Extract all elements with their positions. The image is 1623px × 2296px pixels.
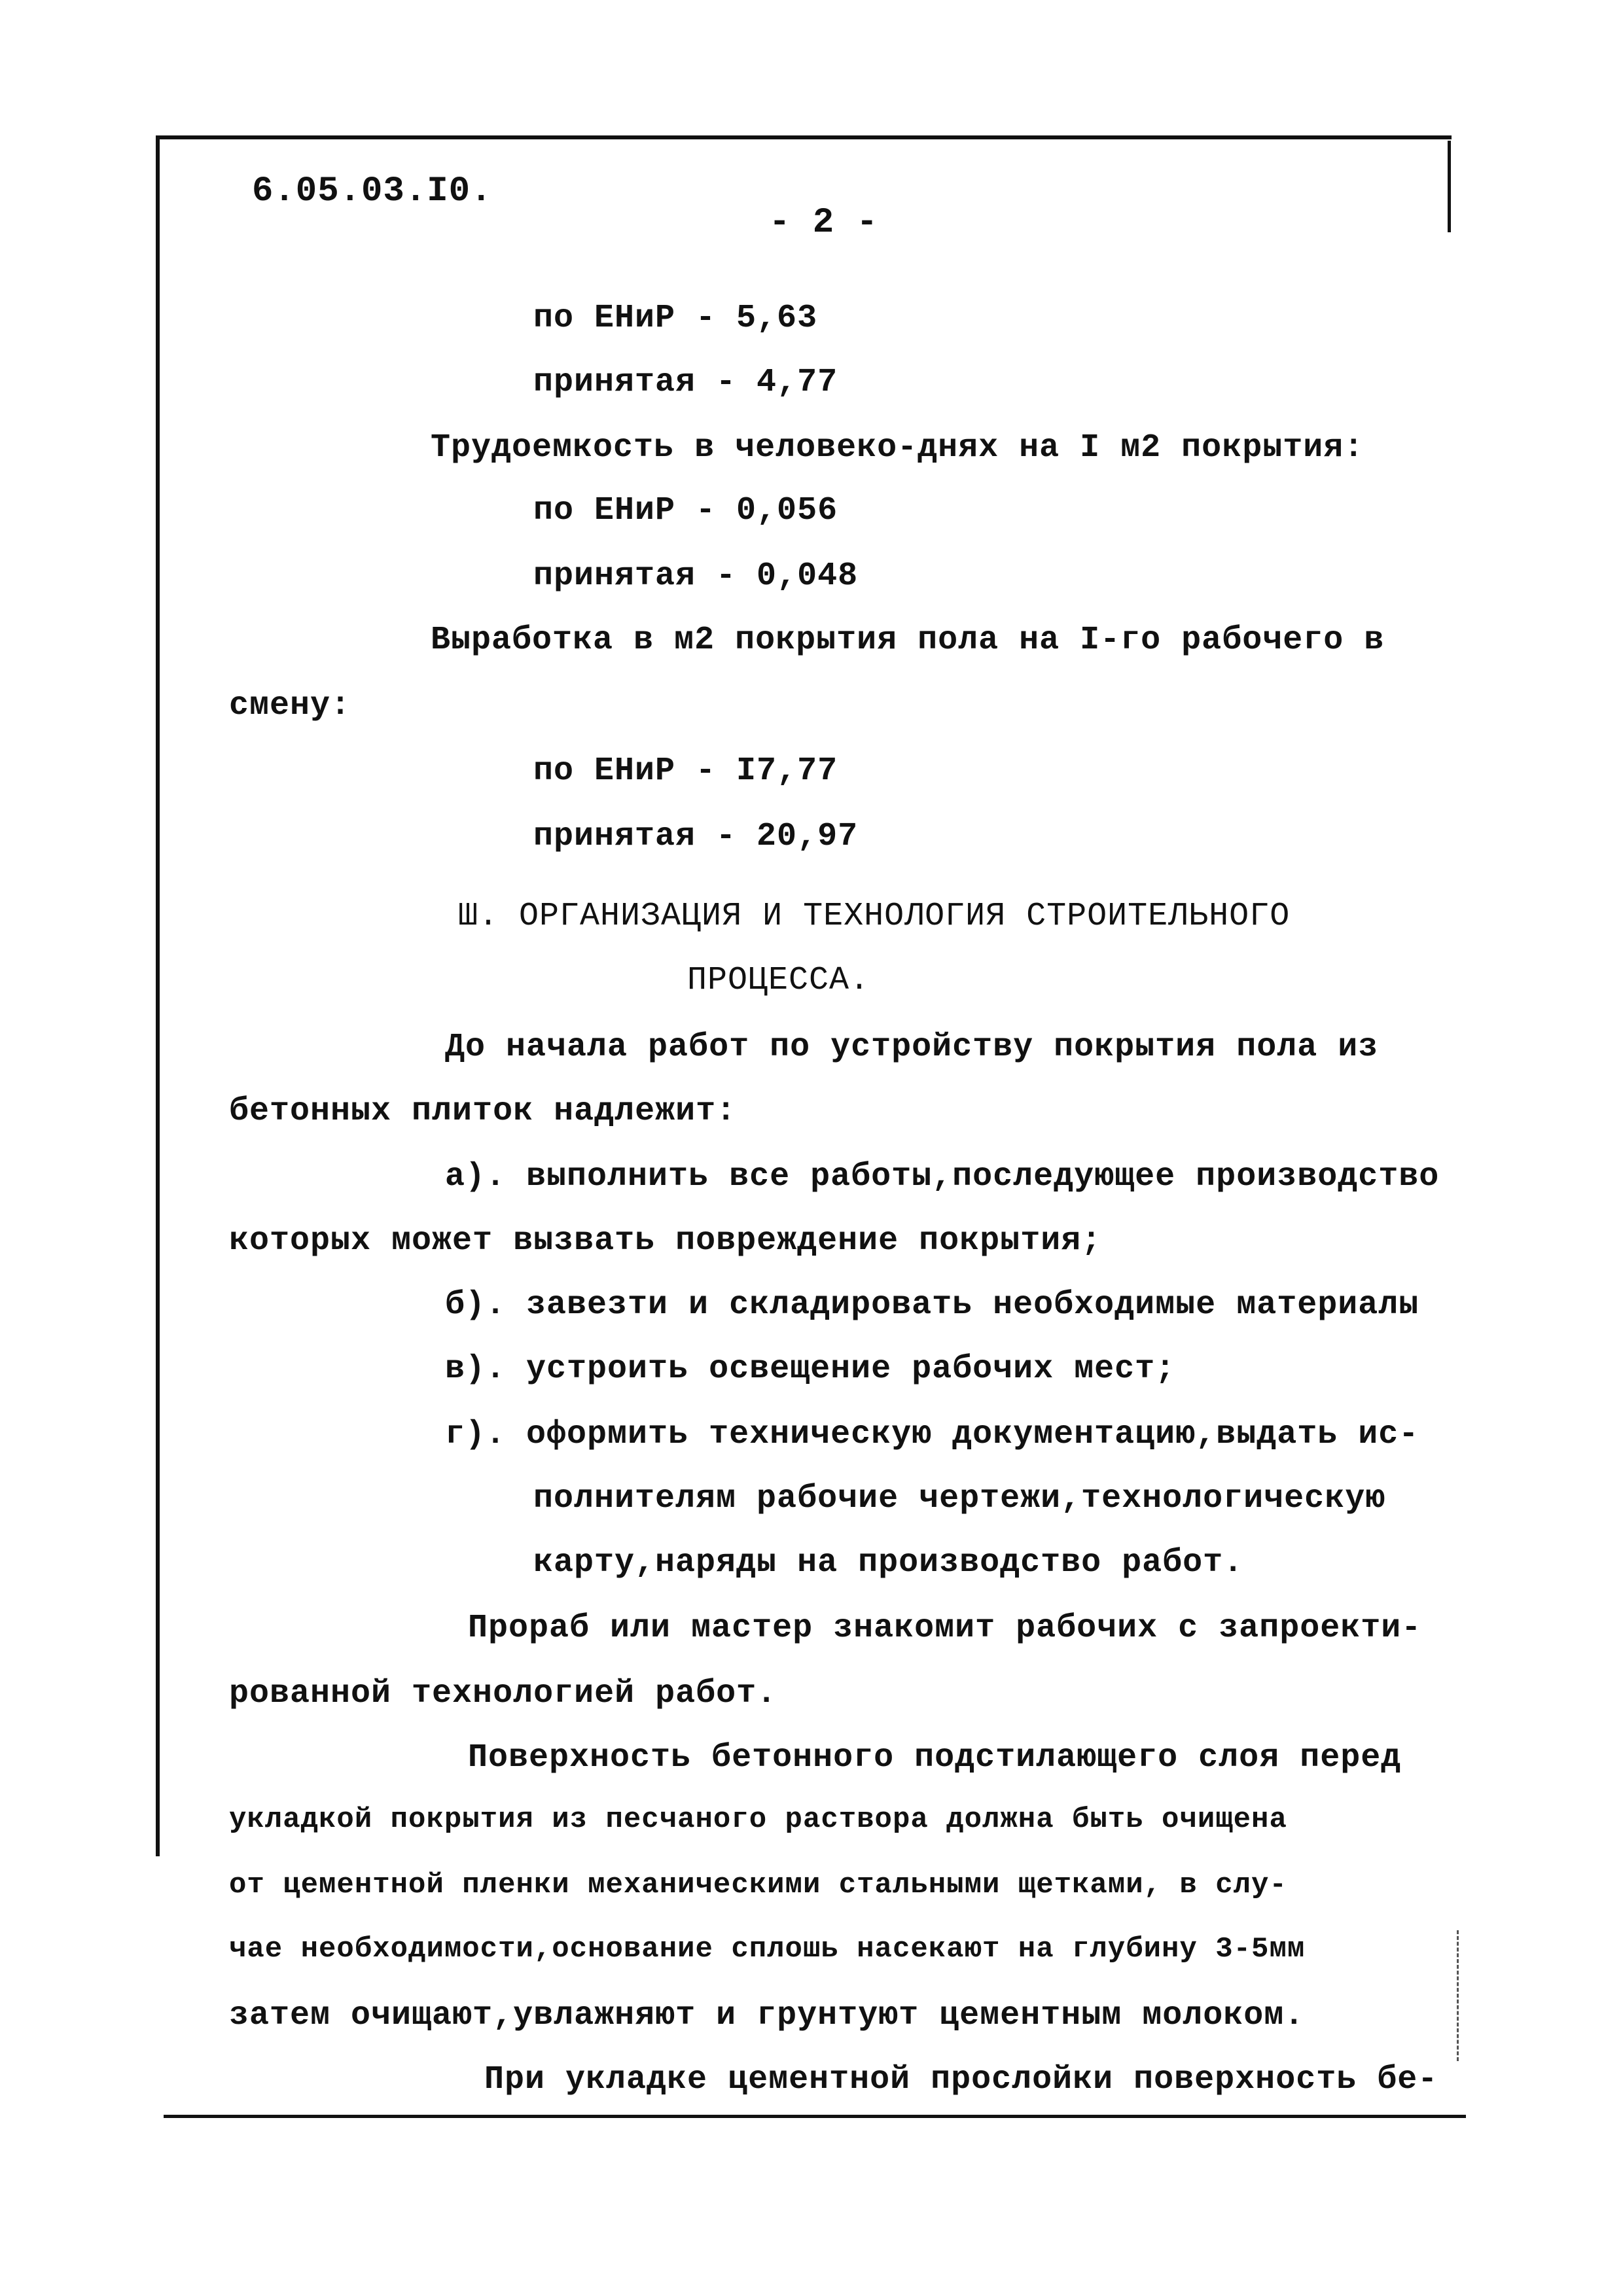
labor-enir: по ЕНиР - 0,056 — [533, 492, 838, 529]
productivity-enir: по ЕНиР - I7,77 — [533, 752, 838, 790]
productivity-heading: Выработка в м2 покрытия пола на I-го рабочего в — [431, 622, 1385, 659]
paragraph-line: До начала работ по устройству покрытия пола из — [445, 1029, 1379, 1066]
norm-accepted-output: принятая - 4,77 — [533, 364, 838, 401]
paragraph-line: рованной технологией работ. — [229, 1675, 777, 1712]
document-code: 6.05.03.I0. — [252, 171, 493, 211]
list-item-d: г). оформить техническую документацию,выдать ис- — [445, 1416, 1419, 1453]
section-heading: Ш. ОРГАНИЗАЦИЯ И ТЕХНОЛОГИЯ СТРОИТЕЛЬНОГО — [458, 898, 1291, 935]
frame-top-border — [156, 135, 1452, 139]
productivity-heading-cont: смену: — [229, 687, 351, 724]
list-item-b: б). завезти и складировать необходимые материалы — [445, 1286, 1419, 1324]
paragraph-line: укладкой покрытия из песчаного раствора должна быть очищена — [229, 1803, 1287, 1836]
list-item-d-cont: карту,наряды на производство работ. — [533, 1544, 1244, 1581]
paragraph-line: При укладке цементной прослойки поверхность бе- — [484, 2061, 1438, 2098]
paragraph-line: бетонных плиток надлежит: — [229, 1093, 737, 1130]
frame-right-border — [1448, 141, 1451, 232]
paragraph-line: от цементной пленки механическими стальными щетками, в слу- — [229, 1869, 1287, 1901]
page-number: - 2 - — [769, 203, 879, 243]
section-heading-cont: ПРОЦЕССА. — [687, 962, 870, 999]
list-item-a-cont: которых может вызвать повреждение покрытия; — [229, 1222, 1102, 1260]
paragraph-line: Прораб или мастер знакомит рабочих с запроекти- — [468, 1610, 1422, 1647]
paragraph-line: затем очищают,увлажняют и грунтуют цементным молоком. — [229, 1997, 1305, 2034]
frame-left-border — [156, 135, 160, 1856]
paragraph-line: чае необходимости,основание сплошь насекают на глубину 3-5мм — [229, 1933, 1306, 1966]
list-item-d-cont: полнителям рабочие чертежи,технологическую — [533, 1480, 1386, 1517]
list-item-a: а). выполнить все работы,последующее производство — [445, 1158, 1440, 1195]
norm-enir-output: по ЕНиР - 5,63 — [533, 300, 818, 337]
list-item-c: в). устроить освещение рабочих мест; — [445, 1351, 1176, 1388]
productivity-accepted: принятая - 20,97 — [533, 818, 859, 855]
frame-right-ticks — [1457, 1930, 1459, 2061]
frame-bottom-border — [164, 2115, 1466, 2118]
paragraph-line: Поверхность бетонного подстилающего слоя перед — [468, 1739, 1402, 1776]
labor-intensity-heading: Трудоемкость в человеко-днях на I м2 покрытия: — [431, 429, 1364, 467]
labor-accepted: принятая - 0,048 — [533, 557, 859, 595]
